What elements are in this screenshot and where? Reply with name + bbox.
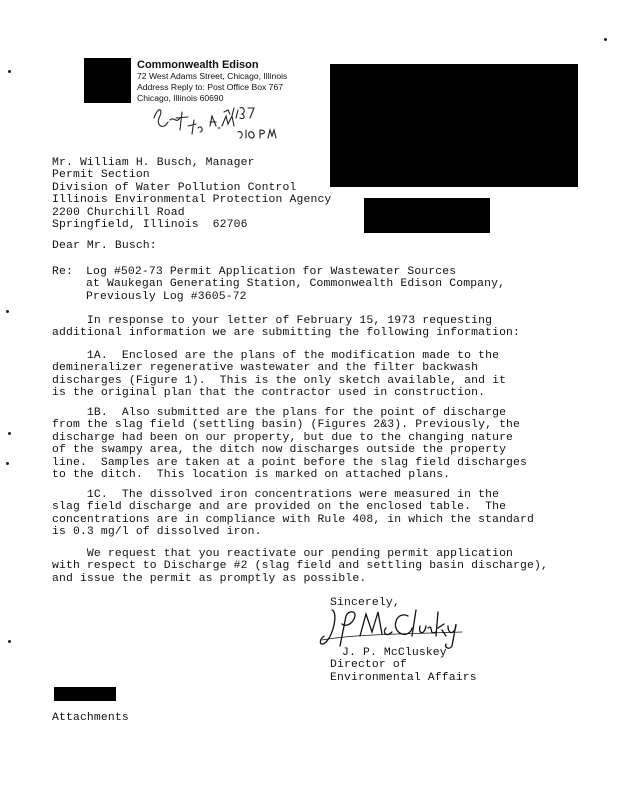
body-line: line. Samples are taken at a point before the slag field discharges	[52, 456, 528, 469]
attachments-note: Attachments	[52, 712, 129, 724]
body-line: from the slag field (settling basin) (Figures 2&3). Previously, the	[52, 419, 521, 432]
recipient-line: Springfield, Illinois 62706	[52, 219, 248, 232]
body-line: discharge had been on our property, but due to the changing nature	[52, 431, 514, 444]
company-name: Commonwealth Edison	[137, 59, 259, 71]
reply-address: Address Reply to: Post Office Box 767	[137, 82, 284, 92]
body-line: is 0.3 mg/l of dissolved iron.	[52, 526, 262, 539]
recipient-line: Division of Water Pollution Control	[52, 181, 297, 194]
signer-title: Director of	[330, 659, 407, 672]
recipient-line: 2200 Churchill Road	[52, 206, 185, 219]
redaction-block-top	[330, 64, 578, 187]
signer-title: Environmental Affairs	[330, 671, 477, 684]
salutation: Dear Mr. Busch:	[52, 240, 157, 252]
paragraph-1c	[52, 489, 534, 539]
subject-line: at Waukegan Generating Station, Commonwealth Edison Company,	[86, 278, 506, 291]
redaction-block-bottom	[54, 687, 116, 701]
body-line: We request that you reactivate our pending permit application	[52, 548, 514, 560]
recipient-address	[52, 157, 331, 231]
body-line: slag field discharge and are provided on the enclosed table. The	[52, 501, 507, 514]
scan-speck	[8, 432, 11, 435]
body-line: of the swampy area, the ditch now discharges outside the property	[52, 444, 507, 457]
signer-block	[330, 647, 477, 684]
subject-line: Log #502-73 Permit Application for Wastewater Sources	[86, 266, 457, 278]
letterhead-logo	[84, 58, 131, 103]
body-line: 1C. The dissolved iron concentrations were measured in the	[52, 489, 500, 501]
redaction-block-middle	[364, 198, 490, 233]
company-city: Chicago, Illinois 60690	[137, 93, 224, 103]
body-line: 1B. Also submitted are the plans for the point of discharge	[52, 407, 507, 419]
body-line: 1A. Enclosed are the plans of the modification made to the	[52, 350, 500, 362]
body-line: with respect to Discharge #2 (slag field and settling basin discharge),	[52, 560, 548, 573]
letterhead	[137, 60, 287, 104]
recipient-line: Permit Section	[52, 169, 150, 182]
scan-speck	[8, 640, 11, 643]
body-line: additional information we are submitting the following information:	[52, 327, 521, 340]
handwritten-signature	[316, 606, 466, 652]
closing: Sincerely,	[330, 597, 400, 609]
paragraph-intro	[52, 315, 520, 340]
recipient-line: Illinois Environmental Protection Agency	[52, 194, 332, 207]
body-line: to the ditch. This location is marked on attached plans.	[52, 469, 451, 482]
scan-speck	[8, 70, 11, 73]
body-line: concentrations are in compliance with Rule 408, in which the standard	[52, 513, 534, 526]
scan-speck	[6, 462, 9, 465]
handwritten-annotation	[150, 104, 290, 144]
paragraph-request	[52, 548, 548, 585]
body-line: and issue the permit as promptly as possible.	[52, 572, 367, 585]
recipient-line: Mr. William H. Busch, Manager	[52, 157, 255, 169]
paragraph-1b	[52, 407, 527, 481]
body-line: In response to your letter of February 15, 1973 requesting	[52, 315, 493, 327]
scan-speck	[6, 310, 9, 313]
body-line: discharges (Figure 1). This is the only sketch available, and it	[52, 374, 507, 387]
signer-name: J. P. McCluskey	[342, 647, 447, 659]
subject-line: Previously Log #3605-72	[86, 290, 247, 303]
body-line: demineralizer regenerative wastewater and the filter backwash	[52, 362, 479, 375]
subject-label: Re:	[52, 266, 73, 278]
subject	[86, 266, 505, 303]
body-line: is the original plan that the contractor used in construction.	[52, 387, 486, 400]
scan-speck	[604, 38, 607, 41]
paragraph-1a	[52, 350, 506, 400]
company-address: 72 West Adams Street, Chicago, Illinois	[137, 71, 288, 81]
